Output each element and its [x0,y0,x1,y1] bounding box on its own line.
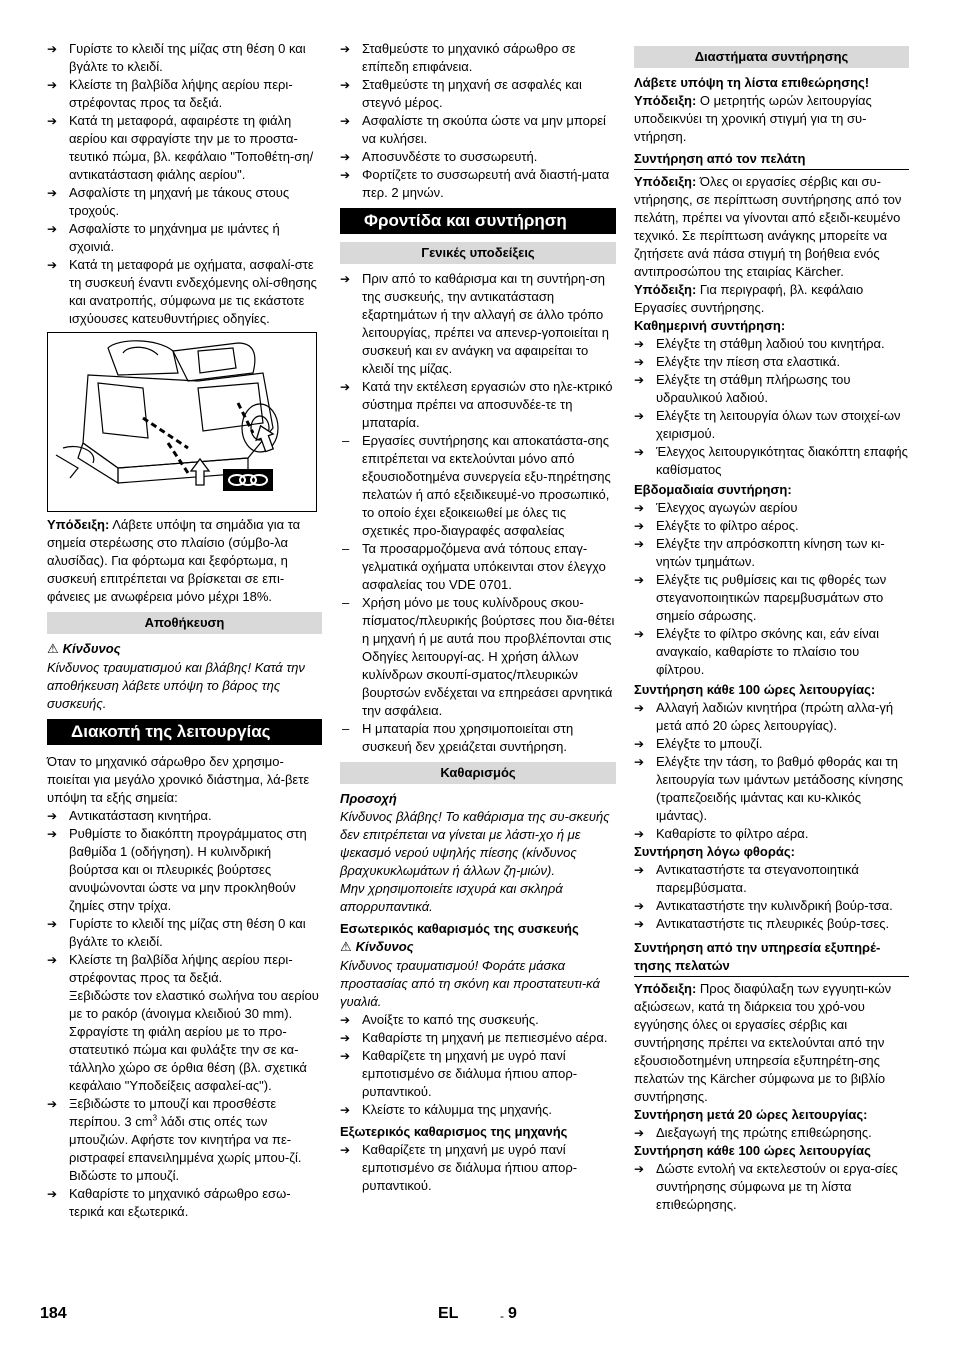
dash-item: – Η μπαταρία που χρησιμοποιείται στη συσκευή δεν χρειάζεται συντήρηση. [340,720,616,756]
note [634,980,909,1106]
list-item: ➔ Ασφαλίστε το μηχάνημα με ιμάντες ή σχοινιά. [47,220,322,256]
list-item: ➔ Καθαρίστε το φίλτρο αέρα. [634,825,909,843]
note-text: Όλες οι εργασίες σέρβις και συ-ντήρησης, σε περίπτωση συντήρησης από τον πελάτη, πρέπει να γίνονται από εξειδι-κευμένο τεχνικό. Σε περίπτωση ανάγκης μπορείτε να ζητήσετε ανά πάσα στιγμή τη βοήθεια ενός αντιπροσώπου της εταιρίας Kärcher. [634,174,902,279]
list-item: ➔ Διεξαγωγή της πρώτης επιθεώρησης. [634,1124,909,1142]
column-right [634,40,909,1214]
list-item: ➔ Φορτίζετε το συσσωρευτή ανά διαστή-ματα περ. 2 μηνών. [340,166,616,202]
column-left [47,40,322,1221]
shutdown-intro: Όταν το μηχανικό σάρωθρο δεν χρησιμο-ποιείται για μεγάλο χρονικό διάστημα, λά-βετε υπόψη τα εξής σημεία: [47,754,310,805]
list-item: ➔ Ανοίξτε το καπό της συσκευής. [340,1011,616,1029]
list-item: ➔ Ελέγξτε τη στάθμη λαδιού του κινητήρα. [634,335,909,353]
list-item: ➔ Αντικατάσταση κινητήρα. [47,807,322,825]
list-item: ➔ Καθαρίζετε τη μηχανή με υγρό πανί εμποτισμένο σε διάλυμα ήπιου απορ-ρυπαντικού. [340,1141,616,1195]
danger-text: Κίνδυνος τραυματισμού και βλάβης! Κατά την αποθήκευση λάβετε υπόψη το βάρος της συσκευής. [47,660,305,711]
subheading-customer: Συντήρηση από τον πελάτη [634,150,909,170]
list-item: ➔ Καθαρίζετε τη μηχανή με υγρό πανί εμποτισμένο σε διάλυμα ήπιου απορ-ρυπαντικού. [340,1047,616,1101]
text: λάδι στις οπές των μπουζιών. Αφήστε τον κινητήρα να πε-ριστραφεί επανειλημμένα χωρίς μπου-ζί. Βιδώστε το μπουζί. [69,1114,302,1183]
sweeper-illustration [48,333,316,511]
danger-label: Κίνδυνος [62,641,121,656]
subheading-service: Συντήρηση από την υπηρεσία εξυπηρέ-τησης πελατών [634,939,909,977]
note [634,281,909,317]
dash-item: – Εργασίες συντήρησης και αποκατάστα-σης επιτρέπεται να εκτελούνται μόνο από εξουσιοδοτημένα συνεργεία εξυ-πηρέτησης πελατών ή από εξειδικευμέ-νο προσωπικό, το οποίο έχει εξοικειωθεί με όλες τις σχετικές προ-διαγραφές ασφαλείας [340,432,616,540]
list-item: ➔ Κατά την εκτέλεση εργασιών στο ηλε-κτρικό σύστημα πρέπει να αποσυνδέε-τε τη μπαταρία. [340,378,616,432]
danger-label: Κίνδυνος [355,939,414,954]
text: Ξεβιδώστε το μπουζί και προσθέστε περίπου. 3 cm [69,1096,277,1129]
note-text: Λάβετε υπόψη τα σημάδια για τα σημεία στερέωσης στο πλαίσιο (σύμβο-λα αλυσίδας). Για φόρτωμα και ξεφόρτωμα, η συσκευή επιτρέπεται να βρίσκεται σε επι-φάνειες με ανωφέρεια μόνο μέχρι 18%. [47,517,301,604]
list-item-continuation: Ξεβιδώστε τον ελαστικό σωλήνα του αερίου με το ρακόρ (άνοιγμα κλειδιού 30 mm). [69,988,319,1021]
chain-icon [223,469,273,491]
heading-general: Γενικές υποδείξεις [340,242,616,264]
list-item: ➔ Αποσυνδέστε το συσσωρευτή. [340,148,616,166]
list-item: ➔ Σταθμεύστε το μηχανικό σάρωθρο σε επίπεδη επιφάνεια. [340,40,616,76]
note-label: Υπόδειξη: [634,174,697,189]
list-item: ➔ Γυρίστε το κλειδί της μίζας στη θέση 0 και βγάλτε το κλειδί. [47,915,322,951]
list-item [47,1095,322,1185]
list-item: ➔ Ελέγξτε τη στάθμη πλήρωσης του υδραυλικού λαδιού. [634,371,909,407]
list-item: ➔ Ελέγξτε τις ρυθμίσεις και τις φθορές των στεγανοποιητικών παρεμβυσμάτων στο σημείο σάρωσης. [634,571,909,625]
note-label: Υπόδειξη: [634,282,697,297]
note [634,92,909,146]
warning-triangle-icon: ⚠ [340,940,352,955]
dash-item: – Τα προσαρμοζόμενα ανά τόπους επαγ-γελματικά οχήματα υπόκεινται στον έλεγχο ασφαλείας του VDE 0701. [340,540,616,594]
note-label: Υπόδειξη: [634,93,697,108]
list-item: ➔ Έλεγχος αγωγών αερίου [634,499,909,517]
list-item: ➔ Ελέγξτε την απρόσκοπτη κίνηση των κι-νητών τμημάτων. [634,535,909,571]
list-item: ➔ Κατά τη μεταφορά, αφαιρέστε τη φιάλη αερίου και σφραγίστε την με το προστα-τευτικό πώμα, βλ. κεφάλαιο "Τοποθέτη-ση/αντικατάσταση φιάλης αερίου". [47,112,322,184]
subheading-weekly: Εβδομαδιαία συντήρηση: [634,482,792,497]
list-item: ➔ Ελέγξτε το φίλτρο σκόνης και, εάν είναι αναγκαίο, καθαρίστε το πλαίσιο του φίλτρου. [634,625,909,679]
caution-label: Προσοχή [340,791,397,806]
list-item: ➔ Κλείστε τη βαλβίδα λήψης αερίου περι-στρέφοντας προς τα δεξιά. [47,76,322,112]
page-number: 184 [40,1305,67,1322]
list-item: ➔ Κατά τη μεταφορά με οχήματα, ασφαλί-στε τη συσκευή έναντι ενδεχόμενης ολί-σθησης και ανατροπής, σύμφωνα με τις εκάστοτε ισχύουσες κατευθυντήριες οδηγίες. [47,256,322,328]
warning-triangle-icon: ⚠ [47,642,59,657]
separator: - [500,1309,504,1323]
list-item: ➔ Ελέγξτε τη λειτουργία όλων των στοιχεί-ων χειρισμού. [634,407,909,443]
list-item: ➔ Ελέγξτε το μπουζί. [634,735,909,753]
list-item: ➔ Αλλαγή λαδιών κινητήρα (πρώτη αλλα-γή μετά από 20 ώρες λειτουργίας). [634,699,909,735]
list-item: ➔ Καθαρίστε τη μηχανή με πεπιεσμένο αέρα. [340,1029,616,1047]
heading-intervals: Διαστήματα συντήρησης [634,46,909,68]
list-item-continuation: Σφραγίστε τη φιάλη αερίου με το προ-στατευτικό πώμα και φυλάξτε την σε κα-τάλληλο χώρο σε όρθια θέση (βλ. σχετικά κεφάλαιο "Υποδείξεις ασφαλεί-ας"). [69,1024,307,1093]
note-label: Υπόδειξη: [47,517,110,532]
section-page-number: 9 [508,1305,517,1322]
note-label: Υπόδειξη: [634,981,697,996]
superscript: 3 [152,1113,158,1123]
list-item: ➔ Δώστε εντολή να εκτελεστούν οι εργα-σίες συντήρησης σύμφωνα με τη λίστα επιθεώρησης. [634,1160,909,1214]
danger-label-row [47,640,322,659]
heading-storage: Αποθήκευση [47,612,322,634]
note [634,173,909,281]
subheading-20h: Συντήρηση μετά 20 ώρες λειτουργίας: [634,1107,868,1122]
sweeper-figure [47,332,317,512]
list-item: ➔ Ασφαλίστε τη μηχανή με τάκους στους τροχούς. [47,184,322,220]
list-item: ➔ Αντικαταστήστε τα στεγανοποιητικά παρεμβύσματα. [634,861,909,897]
subheading-100h: Συντήρηση κάθε 100 ώρες λειτουργίας: [634,682,876,697]
list-item: ➔ Ελέγξτε το φίλτρο αέρος. [634,517,909,535]
list-item: ➔ Πριν από το καθάρισμα και τη συντήρη-ση της συσκευής, την αντικατάσταση εξαρτημάτων ή την αλλαγή σε άλλο τρόπο λειτουργίας, πρέπει να απενερ-γοποιείται η συσκευή και εν ανάγκη να αφαιρείται το κλειδί της μίζας. [340,270,616,378]
note [47,516,322,606]
list-item: ➔ Αντικαταστήστε την κυλινδρική βούρ-τσα. [634,897,909,915]
subheading-100h-service: Συντήρηση κάθε 100 ώρες λειτουργίας [634,1143,871,1158]
list-item: ➔ Ελέγξτε την τάση, το βαθμό φθοράς και τη λειτουργία των ιμάντων μετάδοσης κίνησης (τραπεζοειδής ιμάντας και κυ-κλικός ιμάντας). [634,753,909,825]
note-text: Προς διαφύλαξη των εγγυητι-κών αξιώσεων, κατά τη διάρκεια του χρό-νου εγγύησης όλες οι εργασίες σέρβις και συντήρησης πρέπει να εκτελούνται από την εξουσιοδοτημένη υπηρεσία εξυπηρέτη-σης πελατών της Kärcher σύμφωνα με το βιβλίο συντήρησης. [634,981,892,1104]
danger-label-row [340,938,616,957]
dash-item: – Χρήση μόνο με τους κυλίνδρους σκου-πίσματος/πλευρικής βούρτσες που δια-θέτει η μηχανή ή με αυτά που προβλέπονται στις Οδηγίες λειτουργί-ας. Η χρήση άλλων κυλίνδρων σκουπί-σματος/πλευρικών βουρτσών ενδέχεται να επηρεάσει αρνητικά την ασφάλεια. [340,594,616,720]
subheading-wear: Συντήρηση λόγω φθοράς: [634,844,795,859]
list-item: ➔ Έλεγχος λειτουργικότητας διακόπτη επαφής καθίσματος [634,443,909,479]
heading-shutdown: Διακοπή της λειτουργίας [47,719,322,745]
danger-text: Κίνδυνος τραυματισμού! Φοράτε μάσκα προστασίας από τη σκόνη και προστατευτι-κά γυαλιά. [340,958,600,1009]
caution-text: Μην χρησιμοποιείτε ισχυρά και σκληρά απορρυπαντικά. [340,881,563,914]
list-item: ➔ Ελέγξτε την πίεση στα ελαστικά. [634,353,909,371]
checklist-note: Λάβετε υπόψη τη λίστα επιθεώρησης! [634,75,870,90]
heading-cleaning: Καθαρισμός [340,762,616,784]
list-item: ➔ Κλείστε το κάλυμμα της μηχανής. [340,1101,616,1119]
subheading-internal: Εσωτερικός καθαρισμός της συσκευής [340,921,579,936]
subheading-external: Εξωτερικός καθαρισμος της μηχανής [340,1124,568,1139]
column-middle [340,40,616,1195]
note-text: Για περιγραφή, βλ. κεφάλαιο Εργασίες συντήρησης. [634,282,864,315]
list-item: ➔ Γυρίστε το κλειδί της μίζας στη θέση 0 και βγάλτε το κλειδί. [47,40,322,76]
note-text: Ο μετρητής ωρών λειτουργίας υποδεικνύει τη χρονική στιγμή για τη συ-ντήρηση. [634,93,872,144]
list-item: ➔ Σταθμεύστε τη μηχανή σε ασφαλές και στεγνό μέρος. [340,76,616,112]
language-code: EL [438,1305,459,1322]
list-item: ➔ Αντικαταστήστε τις πλευρικές βούρ-τσες. [634,915,909,933]
caution-text: Κίνδυνος βλάβης! Το καθάρισμα της συ-σκευής δεν επιτρέπεται να γίνεται με λάστι-χο ή με ψεκασμό νερού υψηλής πίεσης (κίνδυνος βραχυκυκλωμάτων ή άλλων ζη-μιών). [340,809,610,878]
list-item: ➔ Καθαρίστε το μηχανικό σάρωθρο εσω-τερικά και εξωτερικά. [47,1185,322,1221]
subheading-daily: Καθημερινή συντήρηση: [634,318,786,333]
list-item: ➔ Ασφαλίστε τη σκούπα ώστε να μην μπορεί να κυλήσει. [340,112,616,148]
list-item: ➔ Κλείστε τη βαλβίδα λήψης αερίου περι-στρέφοντας προς τα δεξιά. [47,951,322,987]
list-item: ➔ Ρυθμίστε το διακόπτη προγράμματος στη βαθμίδα 1 (οδήγηση). Η κυλινδρική βούρτσα και οι πλευρικές βούρτσες ανυψώνονται ώστε να μην προκληθούν ζημίες στην τρίχα. [47,825,322,915]
heading-care: Φροντίδα και συντήρηση [340,208,616,234]
